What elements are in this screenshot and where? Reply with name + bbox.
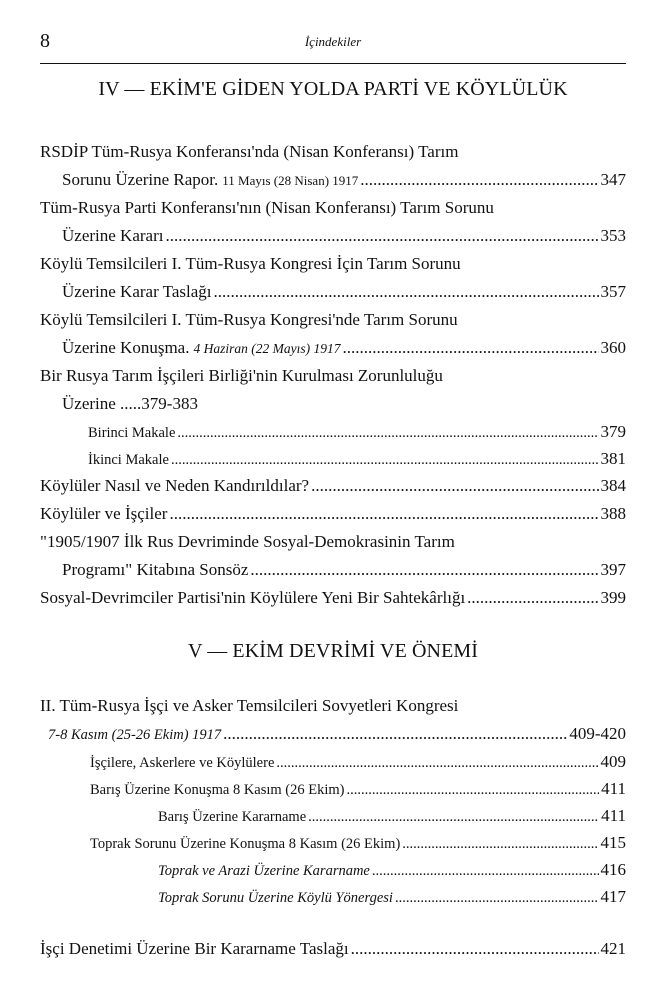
dot-leader [165,222,598,250]
toc-entry[interactable]: Barış Üzerine Konuşma 8 Kasım (26 Ekim) ..... 411 [40,775,626,802]
section-title-v: V — EKİM DEVRİMİ VE ÖNEMİ [187,640,479,662]
page-ref: 416 [600,860,626,879]
toc-line: "1905/1907 İlk Rus Devriminde Sosyal-Demokrasinin Tarım [40,532,455,551]
dot-leader [171,447,599,474]
toc-entry[interactable]: Üzerine Kararı ..... 353 [40,222,626,250]
page-ref: 421 [600,939,626,958]
toc-line: Bir Rusya Tarım İşçileri Birliği'nin Kurulması Zorunluluğu [40,366,443,385]
section-v-entries [40,692,626,963]
dot-leader [177,420,598,447]
page-ref: 388 [600,504,626,523]
page-ref: 360 [600,338,626,357]
toc-line: RSDİP Tüm-Rusya Konferansı'nda (Nisan Konferansı) Tarım [40,142,459,161]
page-ref: 409-420 [569,724,626,743]
dot-leader [402,831,598,858]
toc-entry[interactable]: Toprak Sorunu Üzerine Konuşma 8 Kasım (26 Ekim) ..... 415 [40,829,626,856]
dot-leader [214,278,599,306]
page-ref: 411 [601,806,626,825]
toc-entry[interactable]: Üzerine .....379-383 [62,394,198,413]
dot-leader [467,584,598,612]
toc-entry[interactable]: Üzerine Karar Taslağı ..... 357 [40,278,626,306]
dot-leader [347,777,600,804]
toc-entry[interactable]: İşçi Denetimi Üzerine Bir Kararname Taslağı ..... 421 [40,935,626,963]
dot-leader [351,935,599,963]
section-title-iv: IV — EKİM'E GİDEN YOLDA PARTİ VE KÖYLÜLÜK [98,78,568,100]
toc-entry[interactable]: Toprak ve Arazi Üzerine Kararname ..... 416 [40,856,626,883]
page-number: 8 [40,30,50,52]
dot-leader [250,556,598,584]
header-rule [40,63,626,64]
page-ref: 411 [601,779,626,798]
dot-leader [308,804,599,831]
dot-leader [276,750,598,777]
toc-entry[interactable]: 7-8 Kasım (25-26 Ekim) 1917 ..... 409-420 [40,720,626,748]
running-title: İçindekiler [304,34,362,49]
dot-leader [169,500,598,528]
page-ref: 379 [600,422,626,441]
toc-entry[interactable]: Köylüler ve İşçiler ..... 388 [40,500,626,528]
toc-entry[interactable]: Toprak Sorunu Üzerine Köylü Yönergesi ..... 417 [40,883,626,910]
toc-entry[interactable]: Programı" Kitabına Sonsöz ..... 397 [40,556,626,584]
page-header [40,30,626,58]
toc-line: Köylü Temsilcileri I. Tüm-Rusya Kongresi'nde Tarım Sorunu [40,310,458,329]
page-ref: 357 [600,282,626,301]
toc-line: II. Tüm-Rusya İşçi ve Asker Temsilcileri Sovyetleri Kongresi [40,696,459,715]
page-ref: 381 [600,449,626,468]
toc-entry[interactable]: Birinci Makale ..... 379 [40,418,626,445]
dot-leader [395,885,599,912]
section-iv-entries [40,138,626,612]
page-ref: 409 [600,752,626,771]
toc-entry[interactable]: Üzerine Konuşma. 4 Haziran (22 Mayıs) 1917 ..... 360 [40,334,626,362]
toc-entry[interactable]: Sosyal-Devrimciler Partisi'nin Köylülere Yeni Bir Sahtekârlığı ..... 399 [40,584,626,612]
toc-line: Tüm-Rusya Parti Konferansı'nın (Nisan Konferansı) Tarım Sorunu [40,198,494,217]
page-ref: 415 [600,833,626,852]
toc-entry[interactable]: Sorunu Üzerine Rapor. 11 Mayıs (28 Nisan) 1917 ..... 347 [40,166,626,194]
page-ref: 417 [600,887,626,906]
page-ref: 399 [600,588,626,607]
dot-leader [342,334,598,362]
dot-leader [223,720,567,748]
toc-line: Köylü Temsilcileri I. Tüm-Rusya Kongresi İçin Tarım Sorunu [40,254,461,273]
dot-leader [311,472,598,500]
page-ref: 347 [600,170,626,189]
toc-entry[interactable]: Barış Üzerine Kararname ..... 411 [40,802,626,829]
dot-leader [372,858,599,885]
toc-entry[interactable]: Köylüler Nasıl ve Neden Kandırıldılar? ..... 384 [40,472,626,500]
page-ref: 353 [600,226,626,245]
toc-entry[interactable]: İşçilere, Askerlere ve Köylülere ..... 409 [40,748,626,775]
toc-entry[interactable]: İkinci Makale ..... 381 [40,445,626,472]
page-ref: 384 [600,476,626,495]
dot-leader [360,166,598,194]
page-ref: 397 [600,560,626,579]
